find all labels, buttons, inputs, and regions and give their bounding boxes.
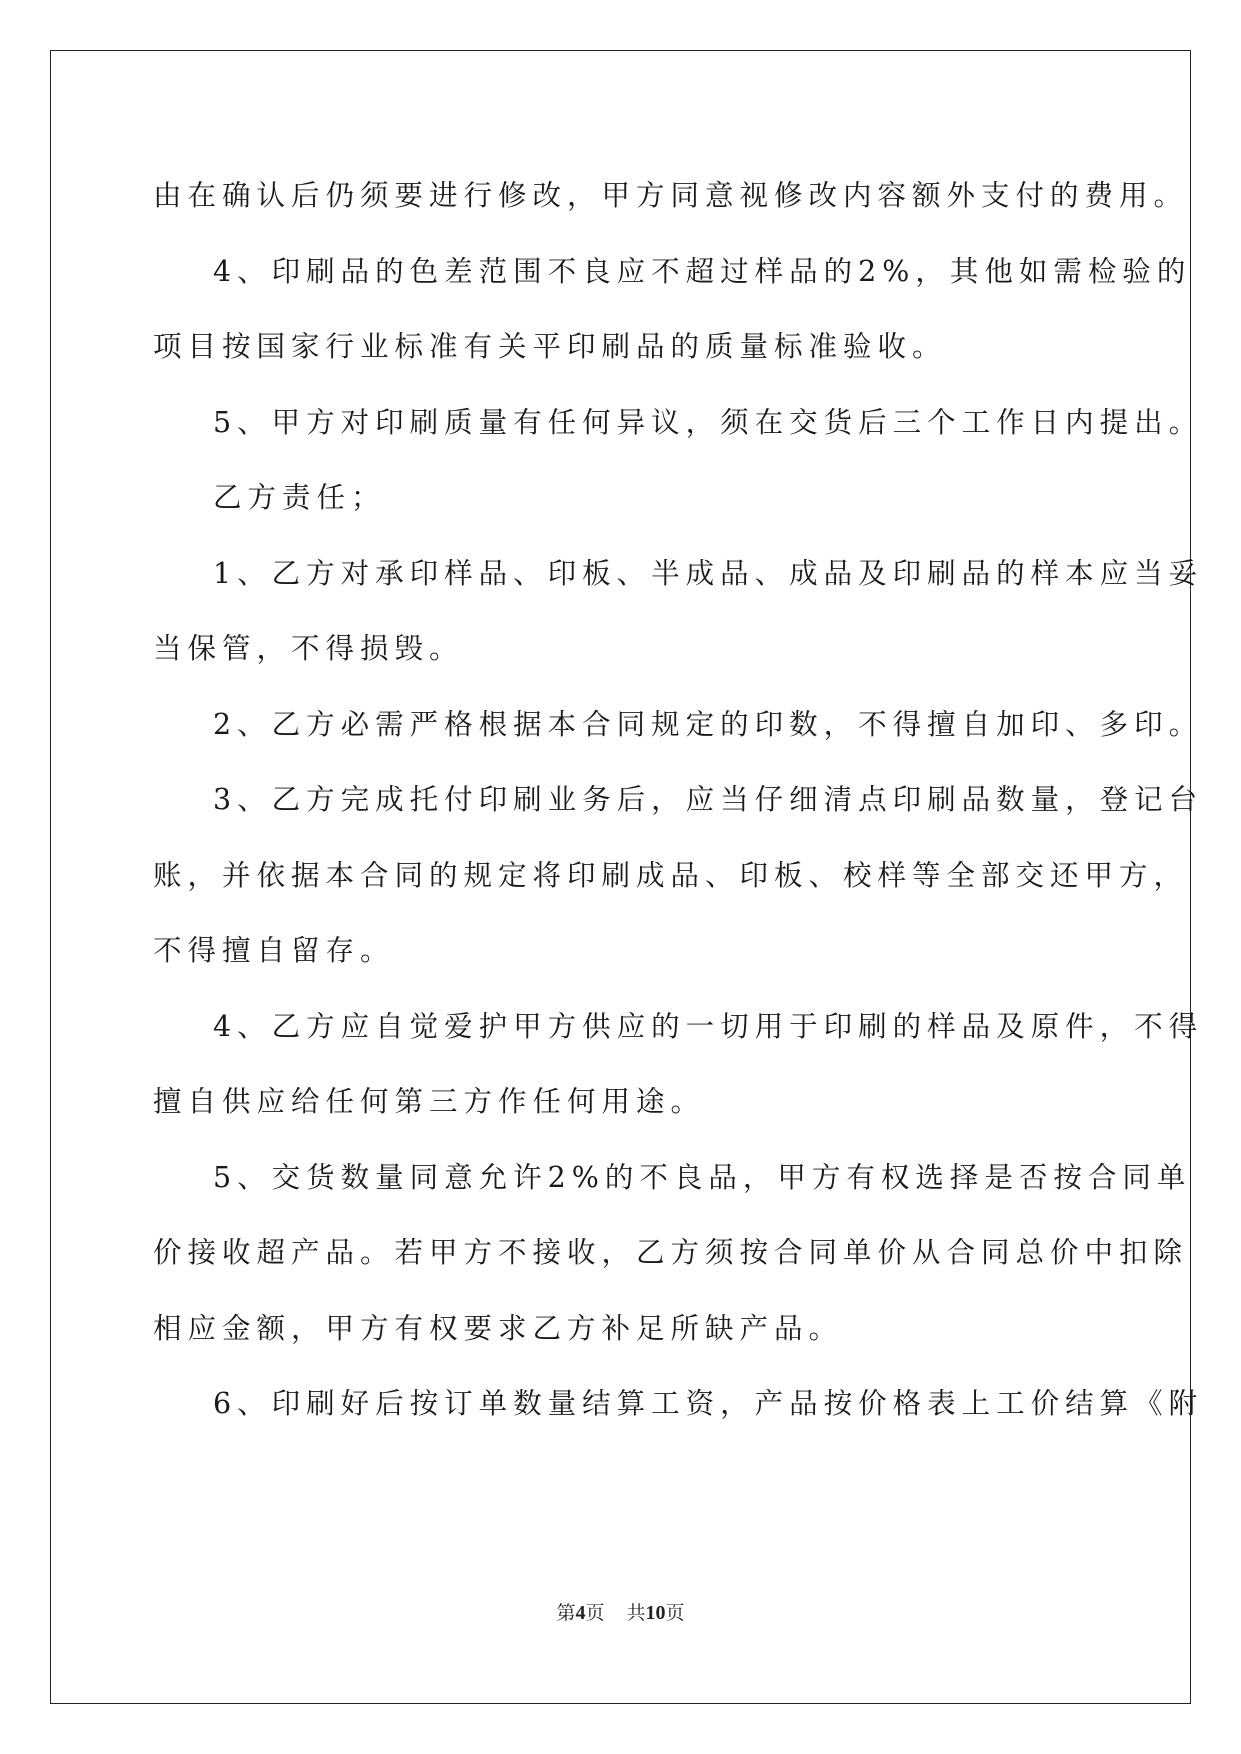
page-prefix: 第 [556, 1602, 576, 1624]
text-line: 4、印刷品的色差范围不良应不超过样品的2%，其他如需检验的 [213, 254, 1192, 288]
page-footer [0, 1598, 1241, 1625]
text-line: 项目按国家行业标准有关平印刷品的质量标准验收。 [153, 330, 947, 363]
text-line: 2、乙方必需严格根据本合同规定的印数，不得擅自加印、多印。 [213, 707, 1204, 741]
text-line: 由在确认后仍须要进行修改，甲方同意视修改内容额外支付的费用。 [153, 179, 1189, 212]
section-heading: 乙方责任； [213, 481, 386, 514]
text-line: 价接收超产品。若甲方不接收，乙方须按合同单价从合同总价中扣除 [153, 1236, 1189, 1269]
text-line: 1、乙方对承印样品、印板、半成品、成品及印刷品的样本应当妥 [213, 556, 1204, 590]
text-line: 账，并依据本合同的规定将印刷成品、印板、校样等全部交还甲方， [153, 858, 1189, 892]
text-line: 相应金额，甲方有权要求乙方补足所缺产品。 [153, 1311, 844, 1345]
total-prefix: 共 [626, 1602, 646, 1624]
total-suffix: 页 [665, 1602, 685, 1624]
text-line: 当保管，不得损毁。 [153, 632, 464, 665]
text-line: 3、乙方完成托付印刷业务后，应当仔细清点印刷品数量，登记台 [213, 783, 1204, 816]
text-line: 擅自供应给任何第三方作任何用途。 [153, 1085, 706, 1118]
text-line: 5、甲方对印刷质量有任何异议，须在交货后三个工作日内提出。 [213, 405, 1204, 439]
text-line: 不得擅自留存。 [153, 934, 395, 967]
text-line: 6、印刷好后按订单数量结算工资，产品按价格表上工价结算《附 [213, 1387, 1204, 1420]
text-line: 4、乙方应自觉爱护甲方供应的一切用于印刷的样品及原件，不得 [213, 1009, 1204, 1043]
text-line: 5、交货数量同意允许2%的不良品，甲方有权选择是否按合同单 [213, 1160, 1192, 1194]
page-suffix: 页 [585, 1602, 605, 1624]
page-number: 4 [575, 1602, 586, 1624]
total-pages: 10 [645, 1602, 666, 1624]
document-body [153, 158, 1204, 1442]
